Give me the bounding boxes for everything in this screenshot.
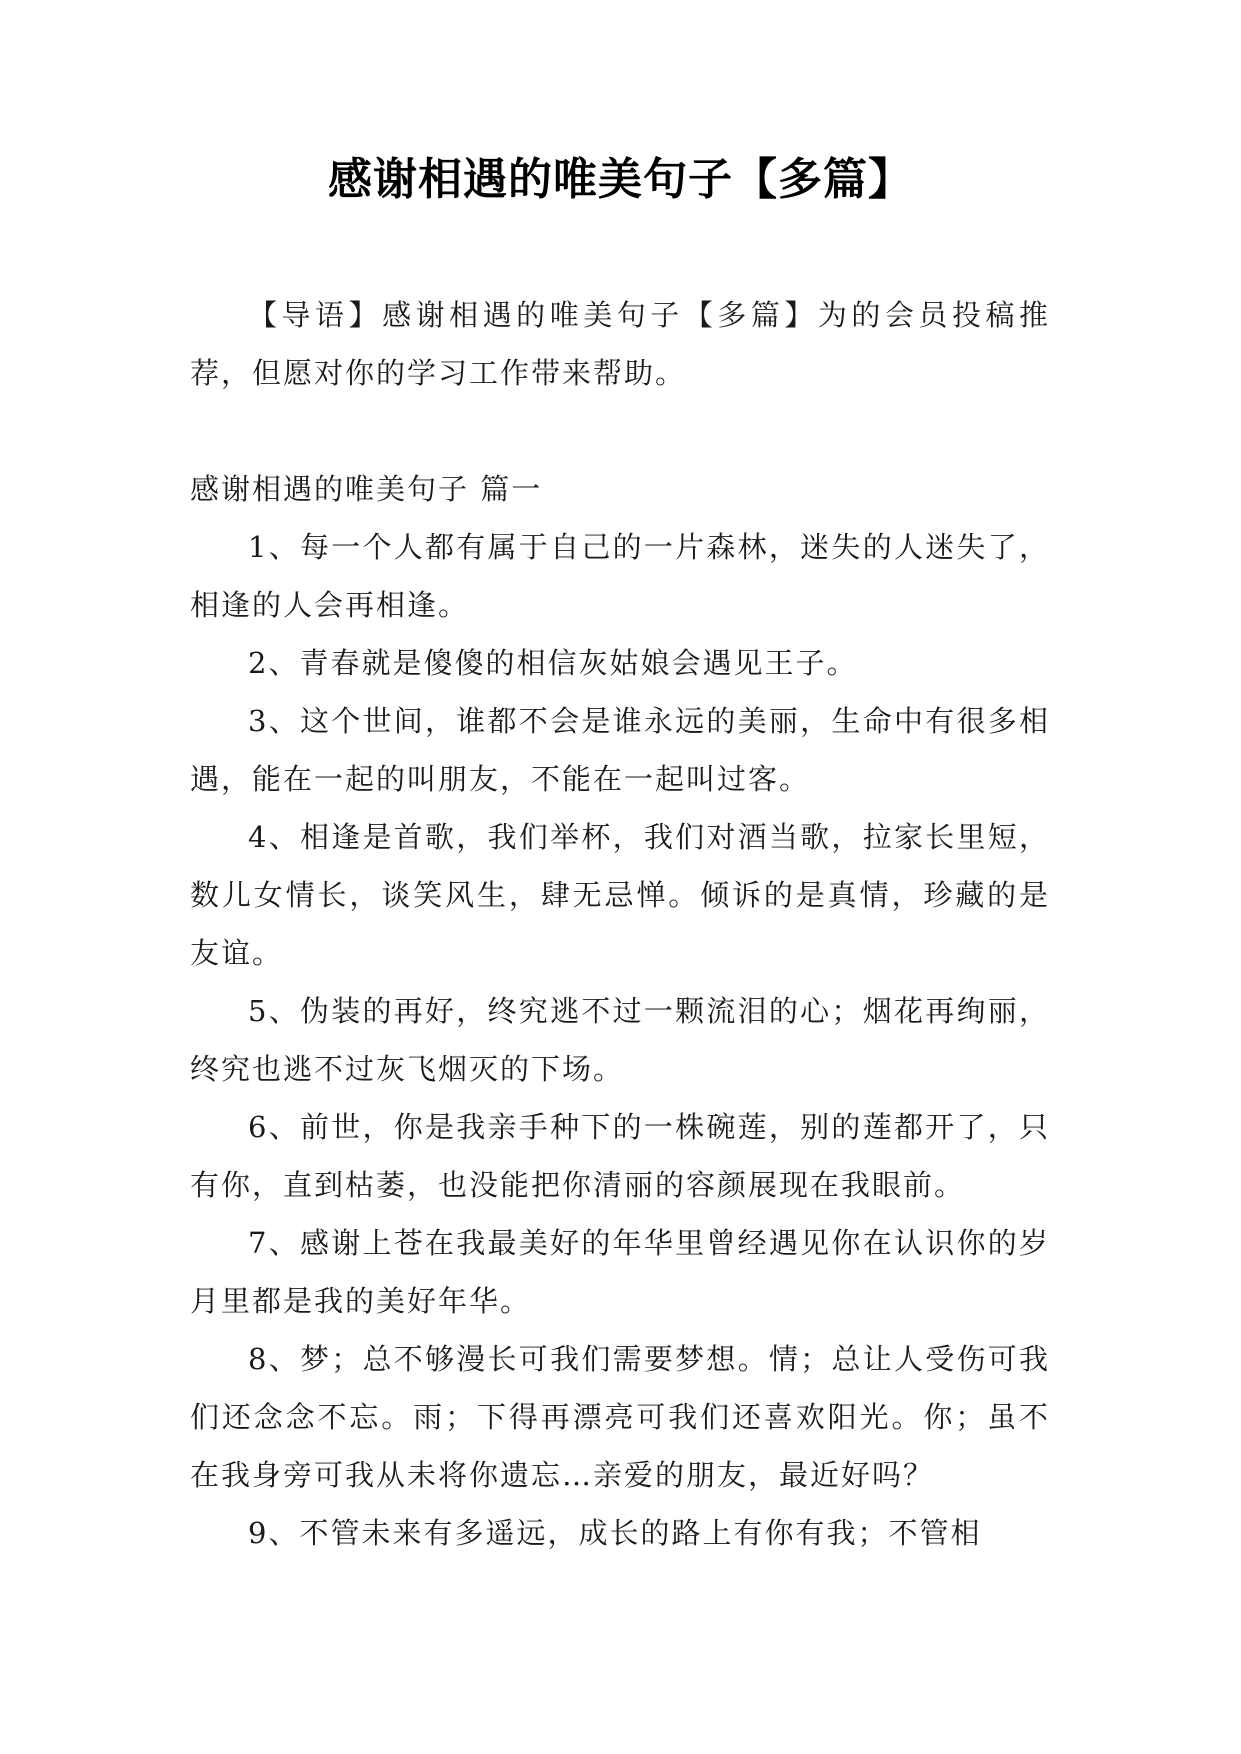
list-item: 4、相逢是首歌，我们举杯，我们对酒当歌，拉家长里短，数儿女情长，谈笑风生，肆无忌惮。倾诉的是真情，珍藏的是友谊。: [190, 820, 1050, 970]
intro-paragraph: 【导语】感谢相遇的唯美句子【多篇】为的会员投稿推荐，但愿对你的学习工作带来帮助。: [190, 298, 1050, 390]
list-item: 5、伪装的再好，终究逃不过一颗流泪的心；烟花再绚丽，终究也逃不过灰飞烟灭的下场。: [190, 994, 1050, 1086]
document-body: [190, 286, 1050, 1562]
section-heading: 感谢相遇的唯美句子 篇一: [190, 472, 543, 506]
list-item: 2、青春就是傻傻的相信灰姑娘会遇见王子。: [248, 646, 858, 680]
page-title: 感谢相遇的唯美句子【多篇】: [328, 154, 913, 205]
list-item: 7、感谢上苍在我最美好的年华里曾经遇见你在认识你的岁月里都是我的美好年华。: [190, 1226, 1050, 1318]
list-item: 1、每一个人都有属于自己的一片森林，迷失的人迷失了，相逢的人会再相逢。: [190, 530, 1050, 622]
list-item: 9、不管未来有多遥远，成长的路上有你有我；不管相: [248, 1516, 982, 1550]
list-item: 6、前世，你是我亲手种下的一株碗莲，别的莲都开了，只有你，直到枯萎，也没能把你清丽的容颜展现在我眼前。: [190, 1110, 1050, 1202]
list-item: 3、这个世间，谁都不会是谁永远的美丽，生命中有很多相遇，能在一起的叫朋友，不能在一起叫过客。: [190, 704, 1050, 796]
list-item: 8、梦；总不够漫长可我们需要梦想。情；总让人受伤可我们还念念不忘。雨；下得再漂亮可我们还喜欢阳光。你；虽不在我身旁可我从未将你遗忘…亲爱的朋友，最近好吗？: [190, 1342, 1050, 1492]
